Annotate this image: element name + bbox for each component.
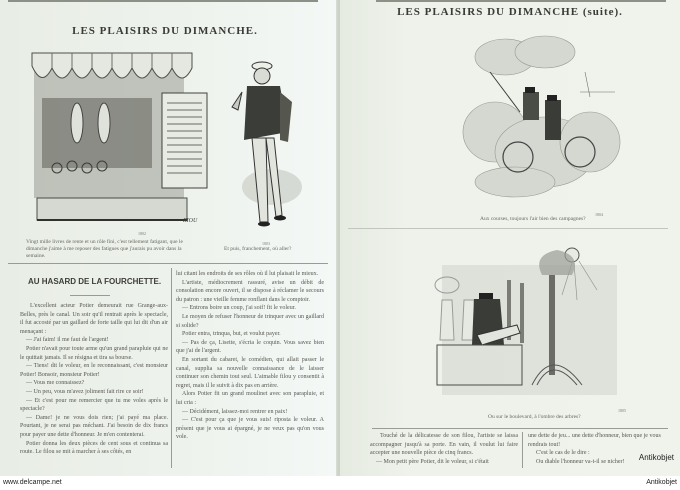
paragraph: Alors Potier fit un grand moulinet avec son parapluie, et lui cria : [176,391,324,406]
column-divider [522,432,523,468]
paragraph: — Dame! je ne vous dois rien; j'ai payé ma place. Pourtant, je ne serai pas méchant. J'ai besoin de dix francs pour payer une dette d'honneur. Je m'en contenterai. [20,414,168,438]
paragraph: — J'ai faim! il me faut de l'argent! [26,337,109,344]
illustration-number: 1802 [138,231,146,236]
paragraph: Ou diable l'honneur va-t-il se nicher! [536,458,625,465]
paragraph: L'excellent acteur Potier demeurait rue Grange-aux-Belles, près le canal. Un soir qu'il rentrait après le spectacle, il fut accosté par un gaillard de forte taille qui lui dit d'un air menaçant : [20,303,168,335]
illustration-number: 1805 [618,408,626,413]
paragraph: — Pas de ça, Lisette, s'écria le coquin. Vous savez bien que j'ai de l'argent. [176,339,324,355]
illustration-carriage-dust-cloud [455,32,625,202]
illustration-shop-window [22,48,212,228]
paragraph: Potier donna les deux pièces de cent sous et continua sa route. Le filou se mit à marcher à ses côtés, en [20,440,168,456]
paragraph: Potier n'avait pour toute arme qu'un grand parapluie qui ne le quittait jamais. Il se résigna et tira sa bourse. [20,345,168,361]
right-page [340,0,680,476]
left-page-title: LES PLAISIRS DU DIMANCHE. [72,25,258,37]
top-rule [376,0,666,2]
paragraph: C'est le cas de le dire : [536,450,590,457]
article-column-2 [176,270,324,470]
section-divider [348,228,668,229]
top-rule [8,0,318,2]
footer-bar [0,476,680,490]
illustration-caption: Aux courses, toujours l'air bien des campagnes? [480,216,586,222]
illustration-caption: Vingt mille livres de rente et un rôle fini, c'est tellement fatigant, que le dimanche j'aime à me reposer des fatigues que j'aurais pu avoir dans la semaine. [26,239,183,259]
illustration-young-man [222,52,312,232]
section-divider [8,263,328,264]
right-page-title: LES PLAISIRS DU DIMANCHE (suite). [397,6,623,18]
paragraph: Touché de la délicatesse de son filou, l'artiste se laissa accompagner jusqu'à sa porte. En vain, il voulut lui faire accepter une nouvelle pièce de cinq francs. [370,433,518,457]
illustration-caption: Ou sur le boulevard, à l'ombre des arbres? [488,414,581,420]
paragraph: En sortant du cabaret, le comédien, qui allait passer le canal, supplia sa nouvelle connaissance de le laisser continuer son chemin tout seul. L'aimable filou y consentit à regret, mais il le suivit à dix pas en arrière. [176,356,324,389]
continued-column-1 [370,432,518,474]
paragraph: — Entrons boire un coup, j'ai soif! fit le voleur. [182,305,296,312]
paragraph: lui citant les endroits de ses rôles où il lui plaisait le mieux. [176,271,319,277]
illustration-number: 1804 [595,212,603,217]
section-divider [372,428,668,429]
illustration-caption: Et puis, franchement, où aller? [224,246,292,252]
paragraph: — Et c'est pour me remercier que tu me voles après le spectacle? [20,397,168,413]
article-column-1 [20,302,168,474]
heading-underline [70,295,110,296]
footer-site-link[interactable]: www.delcampe.net [3,479,62,486]
paragraph: — Vous me connaissez? [26,380,85,387]
paragraph: — Tiens! dit le voleur, en le reconnaissant, c'est monsieur Potier! Bonsoir, monsieur Potier! [20,363,168,378]
footer-seller-name: Antikobjet [646,479,677,486]
paragraph: — Mon petit père Potier, dit le voleur, si c'était [376,458,489,465]
article-heading: AU HASARD DE LA FOURCHETTE. [28,277,162,286]
watermark: Antikobjet [638,453,674,462]
artist-signature: RIOU [183,218,198,224]
column-divider [171,268,172,468]
paragraph: Le moyen de refuser l'honneur de trinquer avec un gaillard si solide? [176,313,324,329]
paragraph: — C'est pour ça que je vous suis! riposta le voleur. A présent que je vous ai épargné, je ne veux pas qu'on vous vole. [176,417,324,441]
left-page [0,0,338,476]
paragraph: Potier entra, trinqua, but, et voulut payer. [182,331,281,338]
illustration-number: 1803 [262,241,270,246]
paragraph: L'artiste, médiocrement rassuré, avise un débit de consolation encore ouvert, il se dispose à réclamer le secours du patron : une vieille femme ronflant dans le comptoir. [176,279,324,303]
illustration-boulevard-bench [432,245,632,405]
paragraph: une dette de jeu... une dette d'honneur, bien que je vous rendrais tout! [528,433,661,448]
paragraph: — Décidément, laissez-moi rentrer en paix! [182,408,288,415]
paragraph: — Un peu, vous m'avez joliment fait rire ce soir! [26,388,144,395]
